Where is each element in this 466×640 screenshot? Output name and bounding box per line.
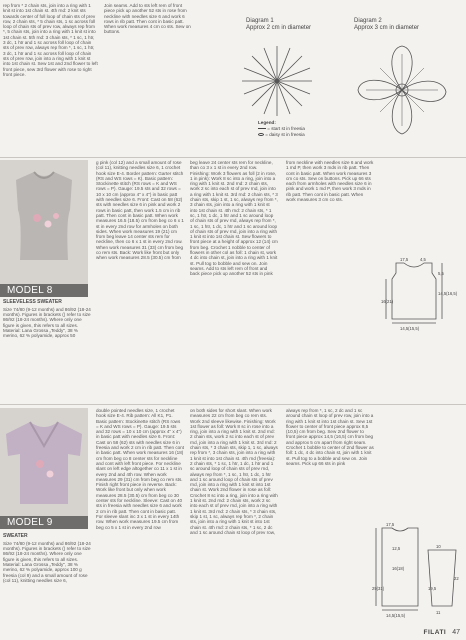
dim-sleeve-top: 10 (436, 544, 441, 549)
top-text-col1 (3, 3, 98, 153)
dim-sleeve-inner: 19,5 (428, 586, 437, 591)
model-9-finishing-instructions: on both sides for short slant. When work measures 22 cm from beg co rem sts. Work 2nd sleeve likewise. Finishing: Work 1st flower as foll: Work 8 sc in rose into a ring, join into a ring with 1 knit st. 2nd rnd: 2 chain sts, work 2 sc into each st of prev rnd, join into a ring with 1 knit st. 3rd rnd: 2 chain sts, * 3 chain sts, skip 1, 1 sc, always rep from *, 3 chain sts, join into a ring with 1 knit st into 1st chain st. 4th rnd (freesia): 2 chain sts, * 1 sc, 1 htr, 1 dc, 1 htr and 1 sc around loop of chain sts of prev rnd, always rep from *, 1 sc, 1 htr, 1 dc, 1 htr and 1 sc around loop of chain sts of prev rnd, join into a ring with 1 knit st into 1st chain st. Work 2nd flower in rose as foll: Crochet 8 sc into a ring, join into a ring with 1 knit st. 2nd rnd: 2 chain sts, work 2 sc into each st of prev rnd, join into a ring with 1 knit st. 3rd rnd: 2 chain sts, * 3 chain sts, skip 1 st, 1 sc, always rep from *, 2 chain sts, join into a ring with 1 knit st into 1st chain st. 4th rnd: 2 chain sts, * 1 sc, 2 dc and 1 sc around chain st loop of prev row, (190, 408, 278, 535)
model-9-title: SWEATER (3, 533, 28, 539)
dim-width: 14,5(15,5) (386, 613, 406, 618)
front-finish-instructions: Join seams. Add to sts left rem of front piece pick up another 52 sts in rose from neckline with needles size 6 and work 6 rows in rib patt. Then cont in basic patt. When work measures 4 cm co sts. Sew on buttons. (104, 3, 191, 35)
model-8-col3 (190, 160, 278, 390)
section-divider-2 (0, 404, 466, 405)
dim-height: 16(21) (381, 299, 394, 304)
model-8-col1 (3, 300, 91, 400)
model-9-col2 (96, 408, 184, 634)
model-9-col3 (190, 408, 278, 634)
model-8-label: MODEL 8 (0, 284, 88, 297)
dim-width: 14,5(15,5) (400, 326, 420, 331)
dim-height: 16(18) (392, 566, 405, 571)
page-number: 47 (452, 629, 460, 636)
model-8-pattern-instructions: g pink (col 12) and a small amount of rose (col 11), knitting needles size 6, 1 crochet hook size E-4. Border pattern: Garter stitch (RS and WS rows = K). Basic pattern: Stockinette stitch (RS rows = K and WS rows = P). Gauge: 19.5 sts and 32 rows = 10 x 10 cm (approx 4" x 4") in basic patt with needles size 6. Front: Cast on 58 (62) sts with needles size 6 in pink and work 2 rows in basic patt, then work 1.5 cm in rib patt. Then cont in basic patt. When work measures 16.5 (18.5) cm from beg co 6 x 1 st in every 2nd row for armholes on both sides. When work measures 19 (21) cm from beg leave 14 center sts rem for neckline, then co 6 x 1 st in every 2nd row. When work measures 31 (33) cm from beg co rem sts. Back: Work like front but only when work measures 28.5 (30.5) cm from (96, 160, 184, 261)
dim-top: 17,5 (400, 257, 409, 262)
legend-title: Legend: (258, 120, 276, 125)
sweater-image (0, 408, 88, 516)
model-9-label: MODEL 9 (0, 516, 88, 529)
dim-sleeve-length: 22 (454, 576, 459, 581)
diagram-2-flower (352, 40, 452, 140)
dim-total: 29(31) (372, 586, 385, 591)
model-9-pattern-instructions: double pointed needles size, 1 crochet hook size E-4. Rib pattern: All K1, P1. Basic pattern: Stockinette stitch (RS rows = K and WS rows = P). Gauge: 19.5 sts and 32 rows = 10 x 10 cm (approx 4" x 4") in basic patt with needles size 6. Front: Cast on 58 (62) sts with needles size 6 in freesia and work 2 cm in rib patt. Then cont in basic patt. When work measures 16 (18) cm from beg co 8 center sts for neckline and cont with left front piece. For neckline slant on left edge altogether co 11 x 1 st in every 2nd and 4th row. When work measures 29 (31) cm from beg co rem sts. Finish right front piece in reverse. Back: Work like front but only when work measures 28.5 (30.5) cm from beg co 30 center sts for neckline. Sleeve: Cast on 40 sts in freesia with needles size 6 and work 2 cm in rib patt. Then cont in basic patt. For sleeve slant inc 3 x 1 st in every 14th row. When work measures 19.5 cm from beg co 5 x 1 st in every 2nd row (96, 408, 185, 530)
flower-instructions: rep from * 2 chain sts, join into a ring with 1 knit st into 1st chain st. 4th rnd: 2 knit sts towards center of foll loop of chain sts of prev row, 2 chain sts, * 5 chain sts, 1 sc across foll loop of chain sts of prev row, always rep from *, 5 chain sts, join into a ring with 1 knit st into 1st chain st. 5th rnd: 3 chain sts, * 1 sc, 1 htr, 3 dc, 1 htr and 1 sc across foll loop of chain sts of prev row, always rep from *, 1 sc, 1 htr, 3 dc, 1 htr and 1 sc across foll loop of chain sts of prev row, join into a ring with 1 knit st into 1st chain st. Sew 1st and 2nd flower to left front piece, sew 3rd flower with rose to right front piece. (3, 3, 98, 77)
model-8-schematic (380, 255, 458, 335)
section-divider-1 (0, 157, 466, 158)
model-8-col2 (96, 160, 184, 390)
model-9-bobble-instructions: always rep from *, 1 sc, 2 dc and 1 sc around chain st loop of prev row, join into a ring with 1 knit st into 1st chain st. Sew 1st flower to center of front piece approx 8,5 (10,5) cm from beg. Sew 2nd flower to front piece approx 14,5 (16,5) cm from beg and approx 5 cm apart from right seam. Crochet 1 bobble to center of 2nd flower as foll: 1 dc, 4 dc into chain st, join with 1 knit st. Pull tog to a bobble and sew on. Join seams. Pick up 66 sts in pink (286, 408, 374, 466)
diagram-1-title: Diagram 1 Approx 2 cm in diameter (246, 18, 312, 31)
model-8-neckline-instructions: from neckline with needles size 6 and work 1 md P, then work 3 mds in rib patt. Then cont in basic patt. When work measures 3 cm co sts. Sew on buttons. Pick up 66 sts each from armholes with needles size 6 in pink and work 1 md P, then work 3 mds in rib patt. Then cont in basic patt. When work measures 3 cm co sts. (286, 160, 374, 203)
dim-sleeve-width: 11 (436, 610, 441, 615)
dim-armhole: 14,5(16,5) (438, 291, 458, 296)
dim-shoulder: 5,5 (438, 271, 444, 276)
start-st-symbol (258, 128, 266, 129)
legend-item-start-st: = start st in freesia (258, 126, 305, 132)
legend-item-daisy-st: = daisy st in freesia (258, 132, 305, 138)
sleeveless-sweater-image (0, 160, 88, 284)
dim-top: 17,5 (386, 522, 395, 527)
model-9-col4 (286, 408, 374, 508)
model-8-photo (0, 160, 88, 284)
model-9-schematic (372, 520, 462, 620)
model-8-finishing-instructions: beg leave 24 center sts rem for neckline, than co 3 x 1 st in every 2nd row. Finishing: Work 3 flowers as foll (2 in rose, 1 in pink): Work 8 sc into a ring, join into a ring with 1 knit st. 2nd rnd: 2 chain sts, work 2 sc into each st of prev rnd, join into a ring with 1 knit st. 3rd rnd: 2 chain sts, * 3 chain sts, skip 1 st, 1 sc, always rep from *, 3 chain sts, join into a ring with 1 knit st into 1st chain st. 4th rnd: 2 chain sts, * 1 sc, 1 htr, 1 dc, 1 htr and 1 sc around loop of chain sts of prev rnd, always rep from *, 1 sc, 1 htr, 1 dc, 1 htr and 1 sc around loop of chain sts of prev rnd, join into a ring with 1 knit st into 1st chain st. Sew flowers to front piece at a height of approx 12 (14) cm from beg. Crochet 1 nobble to center of flowers in other col as foll: 1 chain st, work 4 dc into chain st, join into a ring with 1 knit st. Pull tog to bobble and sew on. Join seams. Add to sts left rem of front and back piece pick up another 52 sts in pink (190, 160, 278, 277)
model-9-photo (0, 408, 88, 516)
page-footer (424, 629, 461, 636)
legend (258, 120, 305, 138)
model-8-col4 (286, 160, 374, 260)
brand-logo: FILATI (423, 629, 447, 636)
model-8-title: SLEEVELESS SWEATER (3, 299, 62, 305)
model-9-col1 (3, 534, 91, 634)
diagram-1-star (238, 42, 316, 120)
dim-neck: 4,5 (420, 257, 426, 262)
top-text-col2 (104, 3, 192, 83)
daisy-st-symbol (258, 133, 264, 136)
model-8-size-material: Size 74/80 (9-12 months) and 86/92 (18-24 months). Figures in brackets () refer to size 86/92 (18-24 months). Where only one figure is given, this refers to all sizes. Material: Lana Grossa „Teddy", 38 % merino, 62 % polyamide, approx 50 (3, 306, 91, 339)
dim-neck: 12,5 (392, 546, 401, 551)
diagram-2-title: Diagram 2 Approx 3 cm in diameter (354, 18, 420, 31)
model-9-size-material: Size 74/80 (9-12 months) and 86/92 (18-24 months). Figures in brackets () refer to size 86/92 (18-24 months). Where only one figure is given, this refers to all sizes. Material: Lana Grossa „Teddy", 38 % merino, 62 % polyamide, approx 100 g freesia (col 9) and a small amount of rose (col 11), knitting needles size 6, (3, 540, 91, 583)
